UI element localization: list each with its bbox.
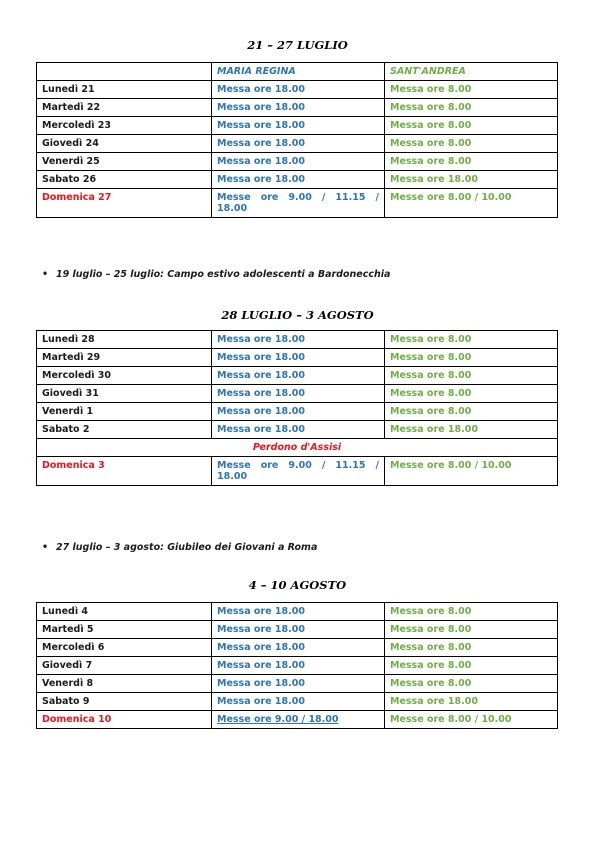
week-3-table <box>36 602 558 729</box>
day-cell: Domenica 27 <box>37 189 212 218</box>
day-cell: Giovedì 31 <box>37 385 212 403</box>
maria-regina-cell: Messa ore 18.00 <box>212 367 385 385</box>
maria-regina-cell: Messa ore 18.00 <box>212 603 385 621</box>
day-cell: Giovedì 24 <box>37 135 212 153</box>
perdono-assisi-note: Perdono d'Assisi <box>37 439 558 457</box>
day-cell: Lunedì 28 <box>37 331 212 349</box>
bullet-icon: • <box>42 542 49 553</box>
table-row-sunday <box>37 189 558 218</box>
day-cell: Sabato 2 <box>37 421 212 439</box>
sant-andrea-cell: Messe ore 8.00 / 10.00 <box>385 711 558 729</box>
table-row <box>37 171 558 189</box>
special-event-row <box>37 439 558 457</box>
table-row-sunday <box>37 457 558 486</box>
table-row <box>37 81 558 99</box>
sant-andrea-cell: Messa ore 8.00 <box>385 349 558 367</box>
sant-andrea-cell: Messe ore 8.00 / 10.00 <box>385 457 558 486</box>
maria-regina-cell: Messa ore 18.00 <box>212 403 385 421</box>
day-cell: Sabato 9 <box>37 693 212 711</box>
sant-andrea-cell: Messa ore 18.00 <box>385 693 558 711</box>
maria-regina-sunday-text: Messe ore 9.00 / 18.00 <box>217 714 339 725</box>
maria-regina-cell: Messa ore 18.00 <box>212 621 385 639</box>
sant-andrea-cell: Messa ore 8.00 <box>385 367 558 385</box>
sant-andrea-cell: Messa ore 8.00 <box>385 385 558 403</box>
week-3-title: 4 – 10 AGOSTO <box>248 578 347 592</box>
table-row-sunday <box>37 711 558 729</box>
day-cell: Lunedì 21 <box>37 81 212 99</box>
table-row <box>37 657 558 675</box>
sant-andrea-cell: Messa ore 8.00 <box>385 153 558 171</box>
sant-andrea-cell: Messa ore 8.00 <box>385 675 558 693</box>
maria-regina-cell: Messa ore 18.00 <box>212 693 385 711</box>
maria-regina-cell: Messa ore 18.00 <box>212 171 385 189</box>
table-row <box>37 403 558 421</box>
table-row <box>37 675 558 693</box>
sant-andrea-cell: Messa ore 8.00 <box>385 621 558 639</box>
table-row <box>37 153 558 171</box>
day-cell: Mercoledì 6 <box>37 639 212 657</box>
sant-andrea-cell: Messa ore 8.00 <box>385 331 558 349</box>
sant-andrea-cell: Messa ore 8.00 <box>385 403 558 421</box>
maria-regina-cell: Messa ore 18.00 <box>212 349 385 367</box>
sant-andrea-cell: Messa ore 8.00 <box>385 81 558 99</box>
day-cell: Martedì 5 <box>37 621 212 639</box>
day-cell: Giovedì 7 <box>37 657 212 675</box>
table-header-row <box>37 63 558 81</box>
note-text: 19 luglio – 25 luglio: Campo estivo adolescenti a Bardonecchia <box>56 269 391 280</box>
table-row <box>37 367 558 385</box>
day-cell: Martedì 22 <box>37 99 212 117</box>
day-cell: Sabato 26 <box>37 171 212 189</box>
table-row <box>37 117 558 135</box>
table-row <box>37 639 558 657</box>
day-cell: Mercoledì 30 <box>37 367 212 385</box>
week-2-title: 28 LUGLIO – 3 AGOSTO <box>221 308 374 322</box>
maria-regina-cell: Messa ore 18.00 <box>212 99 385 117</box>
maria-regina-cell <box>212 711 385 729</box>
maria-regina-cell: Messa ore 18.00 <box>212 331 385 349</box>
table-row <box>37 603 558 621</box>
maria-regina-cell: Messa ore 18.00 <box>212 135 385 153</box>
day-cell: Venerdì 25 <box>37 153 212 171</box>
sant-andrea-cell: Messa ore 18.00 <box>385 421 558 439</box>
week-1-title: 21 – 27 LUGLIO <box>247 38 348 52</box>
maria-regina-cell: Messa ore 18.00 <box>212 421 385 439</box>
header-maria-regina: MARIA REGINA <box>212 63 385 81</box>
maria-regina-cell: Messa ore 18.00 <box>212 385 385 403</box>
day-cell: Venerdì 1 <box>37 403 212 421</box>
sant-andrea-cell: Messe ore 8.00 / 10.00 <box>385 189 558 218</box>
table-row <box>37 349 558 367</box>
table-row <box>37 385 558 403</box>
maria-regina-cell: Messa ore 18.00 <box>212 639 385 657</box>
day-cell: Domenica 3 <box>37 457 212 486</box>
sant-andrea-cell: Messa ore 8.00 <box>385 639 558 657</box>
table-row <box>37 135 558 153</box>
header-day-cell <box>37 63 212 81</box>
note-text: 27 luglio – 3 agosto: Giubileo dei Giovani a Roma <box>56 542 318 553</box>
maria-regina-cell: Messa ore 18.00 <box>212 675 385 693</box>
maria-regina-cell: Messa ore 18.00 <box>212 81 385 99</box>
table-row <box>37 99 558 117</box>
maria-regina-cell: Messe ore 9.00 / 11.15 / 18.00 <box>212 189 385 218</box>
sant-andrea-cell: Messa ore 8.00 <box>385 99 558 117</box>
day-cell: Mercoledì 23 <box>37 117 212 135</box>
sant-andrea-cell: Messa ore 18.00 <box>385 171 558 189</box>
maria-regina-cell: Messa ore 18.00 <box>212 117 385 135</box>
sant-andrea-cell: Messa ore 8.00 <box>385 117 558 135</box>
table-row <box>37 331 558 349</box>
day-cell: Lunedì 4 <box>37 603 212 621</box>
maria-regina-cell: Messa ore 18.00 <box>212 153 385 171</box>
week-2-table <box>36 330 558 486</box>
sant-andrea-cell: Messa ore 8.00 <box>385 603 558 621</box>
maria-regina-cell: Messa ore 18.00 <box>212 657 385 675</box>
day-cell: Domenica 10 <box>37 711 212 729</box>
maria-regina-cell: Messe ore 9.00 / 11.15 / 18.00 <box>212 457 385 486</box>
header-sant-andrea: SANT'ANDREA <box>385 63 558 81</box>
table-row <box>37 421 558 439</box>
bullet-icon: • <box>42 269 49 280</box>
day-cell: Venerdì 8 <box>37 675 212 693</box>
week-1-table <box>36 62 558 218</box>
week-1-note <box>42 269 391 280</box>
sant-andrea-cell: Messa ore 8.00 <box>385 135 558 153</box>
table-row <box>37 621 558 639</box>
sant-andrea-cell: Messa ore 8.00 <box>385 657 558 675</box>
day-cell: Martedì 29 <box>37 349 212 367</box>
week-2-note <box>42 542 318 553</box>
table-row <box>37 693 558 711</box>
